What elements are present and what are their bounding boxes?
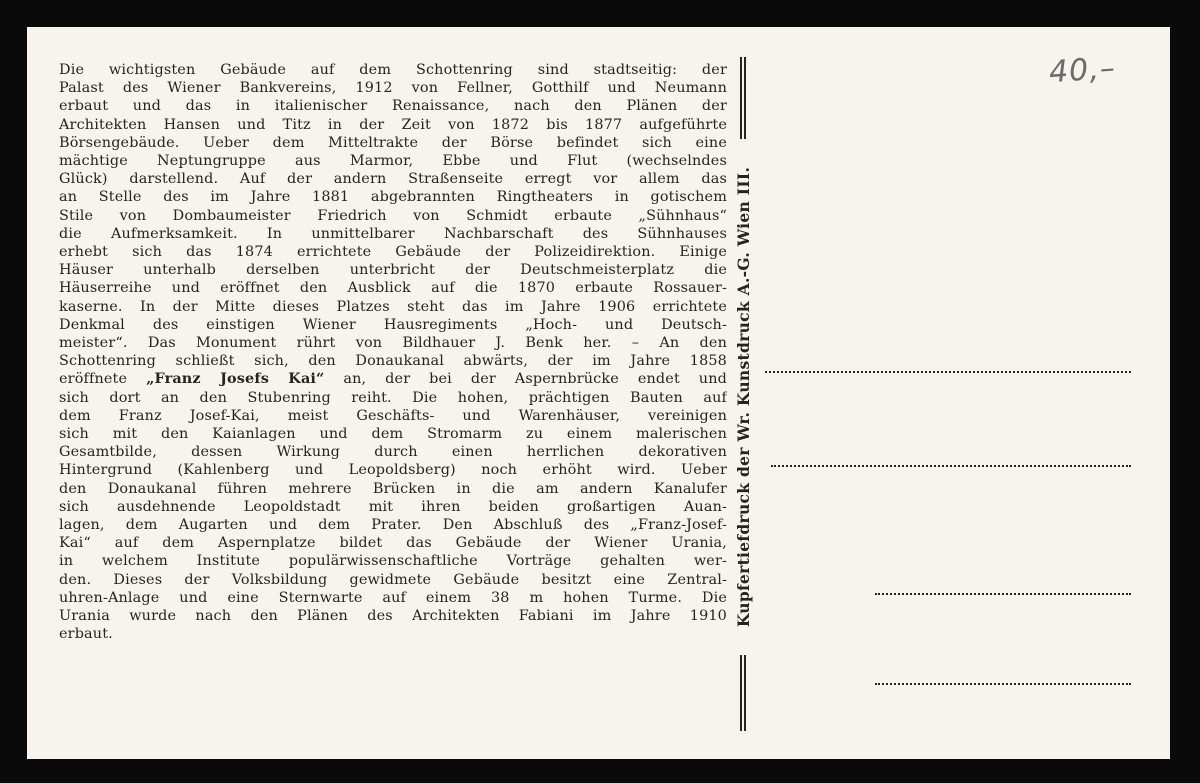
text-line: Glück) darstellend. Auf der andern Straßenseite erregt vor allem das	[59, 171, 727, 188]
address-line	[765, 371, 1131, 373]
text-line: mächtige Neptungruppe aus Marmor, Ebbe und Flut (wechselndes	[59, 153, 727, 170]
text-line: in welchem Institute populärwissenschaftliche Vorträge gehalten wer-	[59, 553, 727, 570]
text-line: Die wichtigsten Gebäude auf dem Schottenring sind stadtseitig: der	[59, 62, 727, 78]
divider-column	[731, 57, 757, 687]
text-line: Urania wurde nach den Plänen des Architekten Fabiani im Jahre 1910	[59, 608, 727, 625]
address-line	[875, 593, 1131, 595]
text-line: sich ausdehnende Leopoldstadt mit ihren beiden großartigen Auan-	[59, 498, 727, 515]
postcard-back	[27, 27, 1170, 759]
text-line: erbaut und das in italienischer Renaissance, nach den Plänen der	[59, 98, 727, 115]
text-line: die Aufmerksamkeit. In unmittelbarer Nachbarschaft des Sühnhauses	[59, 225, 727, 242]
text-line-franz-josefs-kai	[59, 370, 727, 388]
text-line: sich mit den Kaianlagen und dem Stromarm zu einem malerischen	[59, 426, 727, 443]
printer-imprint: Kupfertiefdruck der Wr. Kunstdruck A.-G. Wien III.	[734, 166, 753, 628]
text-line: meister“. Das Monument rührt von Bildhauer J. Benk her. – An den	[59, 335, 727, 352]
text-line: Häuserreihe und eröffnet den Ausblick auf die 1870 erbaute Rossauer-	[59, 280, 727, 297]
text-line: kaserne. In der Mitte dieses Platzes steht das im Jahre 1906 errichtete	[59, 298, 727, 315]
address-line	[875, 683, 1131, 685]
text-line: erbaut.	[59, 626, 113, 643]
description-text	[59, 61, 727, 644]
divider-rule-bottom	[740, 655, 746, 731]
handwritten-price: 40,–	[1047, 50, 1117, 91]
divider-rule-top	[740, 57, 746, 139]
text-line: Börsengebäude. Ueber dem Mitteltrakte der Börse befindet sich eine	[59, 134, 727, 151]
text-line: sich dort an den Stubenring reiht. Die hohen, prächtigen Bauten auf	[59, 389, 727, 406]
text-line: Kai“ auf dem Aspernplatze bildet das Gebäude der Wiener Urania,	[59, 535, 727, 552]
text-line: erhebt sich das 1874 errichtete Gebäude der Polizeidirektion. Einige	[59, 244, 727, 261]
address-line	[771, 465, 1131, 467]
text-fragment: eröffnete	[59, 371, 147, 388]
text-line: Häuser unterhalb derselben unterbricht der Deutschmeisterplatz die	[59, 262, 727, 279]
text-fragment: an, der bei der Aspernbrücke endet und	[324, 371, 727, 388]
text-line: dem Franz Josef-Kai, meist Geschäfts- und Warenhäuser, vereinigen	[59, 407, 727, 424]
text-line: Hintergrund (Kahlenberg und Leopoldsberg) noch erhöht wird. Ueber	[59, 462, 727, 479]
text-line: uhren-Anlage und eine Sternwarte auf einem 38 m hohen Turme. Die	[59, 589, 727, 606]
text-line: den. Dieses der Volksbildung gewidmete Gebäude besitzt eine Zentral-	[59, 571, 727, 588]
text-line: Schottenring schließt sich, den Donaukanal abwärts, der im Jahre 1858	[59, 353, 727, 370]
text-line: an Stelle des im Jahre 1881 abgebrannten Ringtheaters in gotischem	[59, 189, 727, 206]
text-line: Denkmal des einstigen Wiener Hausregiments „Hoch- und Deutsch-	[59, 316, 727, 333]
text-line: lagen, dem Augarten und dem Prater. Den Abschluß des „Franz-Josef-	[59, 517, 727, 534]
text-line: Architekten Hansen und Titz in der Zeit von 1872 bis 1877 aufgeführte	[59, 116, 727, 133]
text-line: den Donaukanal führen mehrere Brücken in die am andern Kanalufer	[59, 480, 727, 497]
emphasis-franz-josefs-kai: „Franz Josefs Kai“	[146, 370, 325, 388]
text-line: Gesamtbilde, dessen Wirkung durch einen herrlichen dekorativen	[59, 444, 727, 461]
text-line: Stile von Dombaumeister Friedrich von Schmidt erbaute „Sühnhaus“	[59, 207, 727, 224]
text-line: Palast des Wiener Bankvereins, 1912 von Fellner, Gotthilf und Neumann	[59, 80, 727, 97]
